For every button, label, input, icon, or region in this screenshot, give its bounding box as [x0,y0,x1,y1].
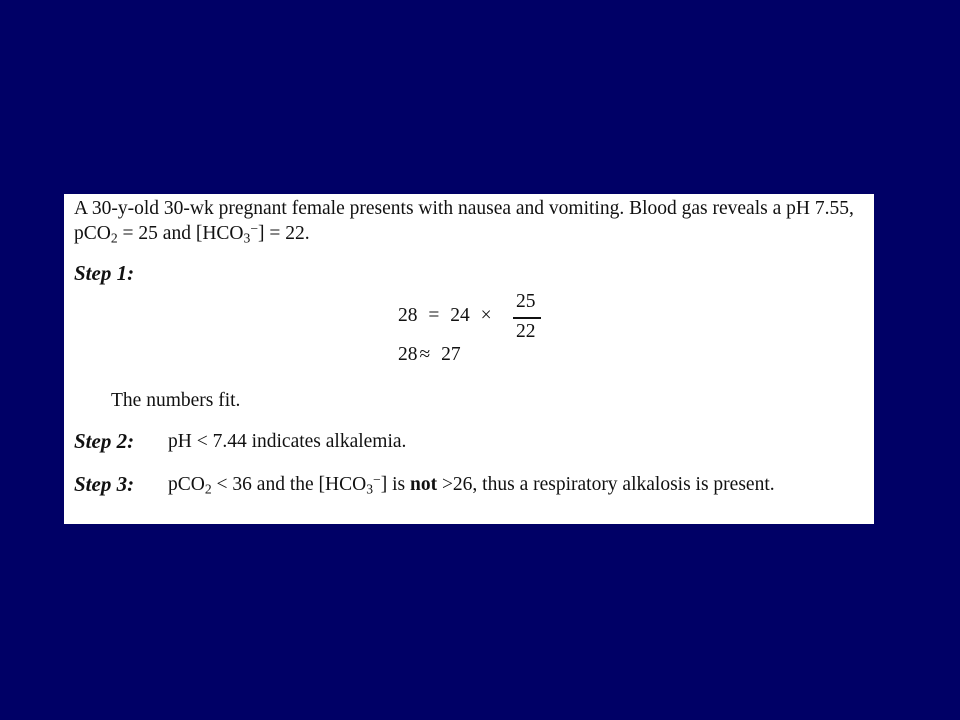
fraction-numerator: 25 [516,291,536,312]
step3-label: Step 3: [74,472,135,496]
step3-text-2: < 36 and the [HCO [211,474,367,495]
step3-subscript-1: 2 [204,481,212,497]
intro-subscript-2: 3 [243,230,251,246]
fraction-denominator: 22 [516,321,536,342]
problem-statement [74,196,866,246]
intro-superscript-2: − [250,220,259,236]
intro-subscript-1: 2 [110,230,118,246]
intro-text-3: ] = 22. [258,223,310,244]
step3-text-3: ] is [380,474,410,495]
step1-conclusion: The numbers fit. [111,390,241,411]
step2-label: Step 2: [74,429,135,453]
step2-text: pH < 7.44 indicates alkalemia. [168,431,407,452]
equation-2 [398,344,461,366]
intro-text-1: A 30-y-old 30-wk pregnant female presents with nausea and vomiting. Blood gas reveals a pH 7.55, pCO [74,198,854,244]
eq1-factor: 24 [450,305,470,326]
step3-superscript-2: − [373,471,381,487]
eq1-equals: = [428,305,440,326]
eq2-lhs: 28 [398,344,418,365]
step3-subscript-2: 3 [366,481,374,497]
intro-text-2: = 25 and [HCO [117,223,244,244]
eq2-rhs: 27 [441,344,461,365]
eq1-times: × [480,305,492,326]
fraction-bar [513,317,541,319]
step3-text-1: pCO [168,474,205,495]
content-panel [64,194,874,524]
step1-label: Step 1: [74,261,135,285]
step3-text [168,471,775,497]
step3-text-4: >26, thus a respiratory alkalosis is present. [437,474,775,495]
equation-1 [398,305,492,327]
eq2-approx: ≈ [419,344,431,365]
step3-bold-not: not [409,474,438,495]
eq1-lhs: 28 [398,305,418,326]
